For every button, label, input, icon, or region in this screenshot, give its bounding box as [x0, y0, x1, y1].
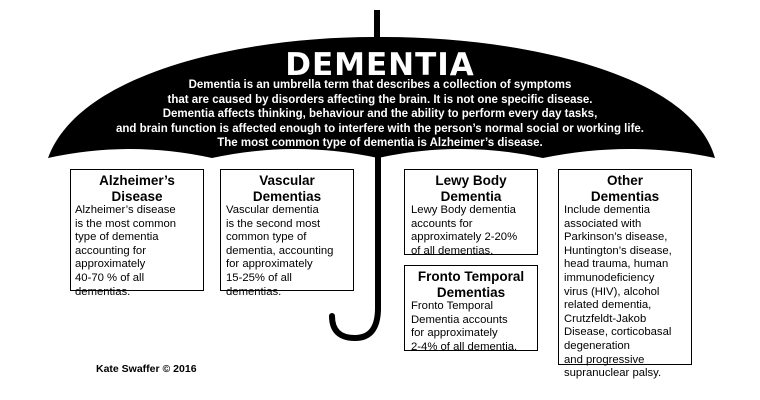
box-body: Include dementia associated with Parkinson’s disease, Huntington’s disease, head trauma, human immunodeficiency virus (HIV), alcohol related dementia, Crutzfeldt-Jakob Disease, corticobasal degeneration and progressive supranuclear palsy. [564, 204, 672, 380]
description-line: Dementia affects thinking, behaviour and the ability to perform every day tasks, [162, 108, 598, 121]
other-dementias-box [558, 169, 692, 380]
box-title: Lewy Body Dementia [435, 173, 507, 204]
box-body: Fronto Temporal Dementia accounts for approximately 2-4% of all dementia. [411, 300, 518, 353]
box-title: Alzheimer’s Disease [99, 173, 175, 204]
description-line: and brain function is affected enough to interfere with the person’s normal social or working life. [115, 122, 644, 135]
box-body: Alzheimer’s disease is the most common type of dementia accounting for approximately 40-70 % of all dementias. [75, 204, 177, 298]
description-line: The most common type of dementia is Alzheimer’s disease. [217, 137, 543, 150]
box-title: Other Dementias [590, 173, 660, 204]
alzheimers-box [70, 169, 204, 298]
description-line: that are caused by disorders affecting the brain. It is not one specific disease. [167, 93, 593, 106]
umbrella-handle [332, 308, 378, 338]
box-body: Lewy Body dementia accounts for approximately 2-20% of all dementias. [411, 204, 518, 257]
vascular-box [220, 169, 354, 298]
lewy-body-box [404, 169, 538, 255]
credit-line: Kate Swaffer © 2016 [96, 363, 197, 375]
umbrella-tip [374, 10, 380, 38]
diagram-title: DEMENTIA [285, 47, 475, 83]
fronto-temporal-box [404, 265, 538, 351]
box-body: Vascular dementia is the second most common type of dementia, accounting for approximately 15-25% of all dementias. [226, 204, 334, 298]
box-title: Vascular Dementias [252, 173, 322, 204]
description [70, 78, 690, 151]
box-title: Fronto Temporal Dementias [417, 269, 525, 300]
umbrella-shaft [375, 150, 381, 310]
description-line: Dementia is an umbrella term that describes a collection of symptoms [188, 79, 572, 91]
